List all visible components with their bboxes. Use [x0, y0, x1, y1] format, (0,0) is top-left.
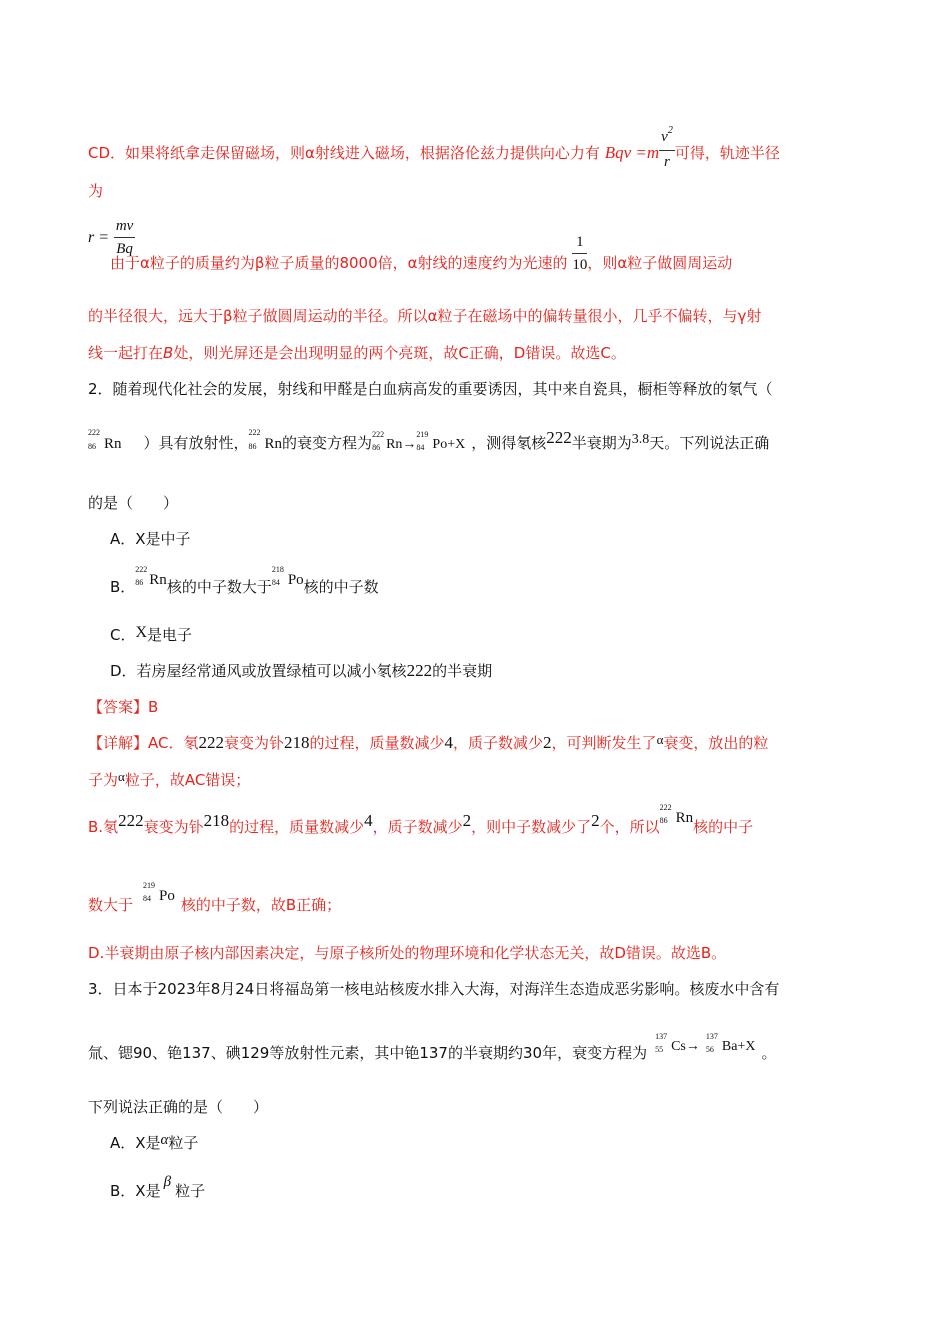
q3-a-post: 粒子: [168, 1134, 199, 1152]
rn-mass: 222: [88, 428, 100, 437]
alpha-symbol: α: [118, 769, 125, 784]
alpha-symbol: α: [160, 1132, 169, 1148]
po-atomic: 84: [416, 443, 425, 452]
n-4: 4: [364, 811, 373, 830]
det-4b: 核的中子数，故B正确；: [180, 896, 342, 914]
cd-text-5b: 处，则光屏还是会出现明显的两个亮斑，故C正确，D错误。故选C。: [173, 344, 626, 362]
rn-nuclide-3: [372, 430, 403, 456]
det-1f: 衰变，放出的粒: [663, 734, 769, 752]
lorentz-fraction: [659, 126, 675, 173]
q2-c-post: 是电子: [147, 626, 193, 644]
q3-option-a: [110, 1132, 198, 1155]
det-2b: 粒子，故AC错误；: [124, 771, 251, 789]
rn-atomic: 86: [248, 442, 257, 451]
n-222: 222: [406, 661, 433, 680]
detail-line-3: [88, 803, 754, 839]
rn-nuclide: [88, 428, 122, 455]
n-2: 2: [591, 811, 600, 830]
det-3e: ，则中子数减少了: [471, 818, 592, 836]
po-atomic: 84: [143, 894, 152, 903]
cs-nuclide: [655, 1032, 686, 1058]
beta-symbol: β: [163, 1174, 172, 1190]
q3-line-1: 3．日本于2023年8月24日将福岛第一核电站核废水排入大海，对海洋生态造成恶劣影响。核废水中含有: [88, 980, 780, 998]
po218-mass: 218: [271, 565, 284, 574]
q2-text-2c: ，测得氡核: [471, 434, 547, 452]
plus-symbol: +: [737, 1039, 746, 1054]
x-symbol: X: [455, 437, 466, 452]
q2-b-post: 核的中子数: [303, 578, 379, 596]
n-218: 218: [203, 811, 230, 830]
rn-nuclide-2: [248, 428, 283, 455]
detail-label: 【详解】: [88, 734, 149, 752]
cd-text-4: ，则α粒子做圆周运动: [587, 254, 733, 272]
det-1e: ，可判断发生了: [551, 734, 657, 752]
cd-line-5: [88, 342, 626, 364]
n-222: 222: [198, 733, 224, 752]
po218-atomic: 84: [271, 578, 280, 587]
x-symbol: X: [135, 624, 148, 641]
ba-symbol: Ba: [721, 1039, 738, 1054]
po-mass: 219: [143, 881, 156, 890]
po218-nuclide: [271, 565, 304, 591]
rn-nuclide-b: [135, 565, 167, 591]
arrow-symbol: →: [685, 1039, 700, 1054]
det-1b: 衰变为钋: [224, 734, 285, 752]
q3-line-2: [88, 1032, 777, 1066]
q2-option-c: [110, 624, 192, 647]
arrow-symbol: →: [402, 437, 417, 452]
q2-text-2d: 半衰期为: [571, 434, 632, 452]
radius-den: Bq: [116, 241, 133, 257]
n-3-8: 3.8: [631, 432, 650, 447]
tenth-fraction: [572, 231, 587, 276]
lorentz-equation-lhs: Bqv =m: [604, 143, 660, 162]
detail-line-5: D.半衰期由原子核内部因素决定，与原子核所处的物理环境和化学状态无关，故D错误。故选B。: [88, 944, 727, 962]
point-b: B: [163, 344, 174, 362]
q3-b-pre: B．X是: [110, 1182, 161, 1200]
det-3b: 衰变为钋: [143, 818, 204, 836]
rn-nuclide-det: [659, 803, 694, 829]
po-nuclide-det: [143, 881, 175, 907]
cd-line-4: 的半径很大，远大于β粒子做圆周运动的半径。所以α粒子在磁场中的偏转量很小，几乎不偏转，与γ射: [88, 307, 762, 325]
n-2: 2: [462, 811, 472, 830]
q3-line-3: 下列说法正确的是（ ）: [88, 1098, 269, 1116]
q3-a-pre: A．X是: [110, 1134, 161, 1152]
po-symbol: Po: [287, 572, 304, 588]
q2-text-2a: ）具有放射性，: [143, 434, 249, 452]
n-2: 2: [543, 733, 552, 752]
det-2a: 子为: [88, 771, 119, 789]
rn-atomic: 86: [88, 442, 96, 451]
po-mass: 219: [416, 430, 429, 439]
lorentz-num: v: [661, 129, 668, 145]
cd-text-3: 由于α粒子的质量约为β粒子质量的8000倍，α射线的速度约为光速的: [110, 254, 568, 272]
det-3d: ，质子数减少: [372, 818, 463, 836]
cd-line-1: [88, 125, 780, 177]
tenth-den: 10: [572, 257, 588, 273]
radius-num: mv: [114, 215, 136, 238]
po-symbol: Po: [159, 888, 175, 904]
lorentz-den: r: [664, 154, 670, 170]
rn-mass: 222: [372, 430, 385, 439]
ba-nuclide: [705, 1032, 738, 1058]
q2-b-pre: B．: [110, 578, 136, 596]
det-3a: B.氡: [88, 818, 119, 836]
det-3c: 的过程，质量数减少: [229, 818, 365, 836]
n-218: 218: [284, 733, 310, 752]
q3-b-post: 粒子: [175, 1182, 206, 1200]
detail-line-4: [88, 881, 342, 917]
q2-option-a: A．X是中子: [110, 530, 191, 548]
det-3g: 核的中子: [693, 818, 754, 836]
q2-text-2e: 天。下列说法正确: [649, 434, 770, 452]
rn-symbol: Rn: [675, 810, 694, 826]
plus-symbol: +: [447, 437, 456, 452]
det-4a: 数大于: [88, 896, 134, 914]
cd-line-2: 为: [88, 182, 104, 200]
rn-symbol: Rn: [386, 437, 403, 452]
rn-atomic: 86: [372, 443, 381, 452]
q2-line-1: 2．随着现代化社会的发展，射线和甲醛是白血病高发的重要诱因，其中来自瓷具，橱柜等释放的氡气（: [88, 380, 773, 398]
det-1a: AC．氡: [148, 734, 199, 752]
cs-atomic: 55: [655, 1045, 664, 1054]
cd-text-5a: 线一起打在: [88, 344, 164, 362]
q2-line-3: 的是（ ）: [88, 494, 179, 512]
cd-text-2: 可得，轨迹半径: [674, 144, 780, 162]
detail-line-1: [88, 732, 768, 755]
po-nuclide: [416, 430, 448, 456]
ba-atomic: 56: [705, 1045, 714, 1054]
rn-symbol: Rn: [104, 436, 122, 452]
cs-mass: 137: [655, 1032, 668, 1041]
det-1d: ，质子数减少: [453, 734, 544, 752]
q2-d-pre: D．若房屋经常通风或放置绿植可以减小氡核: [110, 662, 407, 680]
cd-text-1: CD．如果将纸拿走保留磁场，则α射线进入磁场，根据洛伦兹力提供向心力有: [88, 144, 600, 162]
radius-lhs: r =: [88, 229, 110, 246]
det-3f: 个，所以: [599, 818, 660, 836]
rn-symbol: Rn: [264, 436, 283, 452]
q2-option-d: [110, 660, 492, 682]
q2-b-mid: 核的中子数大于: [166, 578, 272, 596]
alpha-symbol: α: [656, 732, 664, 747]
rn-mass: 222: [659, 803, 672, 812]
n-4: 4: [444, 733, 454, 752]
q3-option-b: [110, 1174, 206, 1203]
q2-c-pre: C．: [110, 626, 136, 644]
detail-line-2: [88, 769, 250, 792]
n-222: 222: [546, 428, 572, 447]
cs-symbol: Cs: [671, 1039, 686, 1054]
tenth-num: 1: [572, 231, 587, 254]
answer-label: 【答案】B: [88, 698, 159, 716]
rn-atomic: 86: [135, 578, 144, 587]
rn-symbol: Rn: [149, 572, 167, 588]
q2-line-2: [88, 428, 770, 456]
q2-d-post: 的半衰期: [432, 662, 493, 680]
q2-option-b: [110, 565, 379, 599]
rn-mass: 222: [248, 428, 261, 437]
cd-line-3: [110, 234, 733, 286]
rn-atomic: 86: [659, 816, 668, 825]
ba-mass: 137: [705, 1032, 718, 1041]
lorentz-square: 2: [667, 125, 673, 136]
q3-text-2a: 氚、锶90、铯137、碘129等放射性元素，其中铯137的半衰期约30年，衰变方程为: [88, 1044, 648, 1062]
po-symbol: Po: [432, 437, 448, 452]
q2-text-2b: 的衰变方程为: [282, 434, 373, 452]
q3-text-2b: 。: [761, 1044, 777, 1062]
x-symbol: X: [745, 1039, 756, 1054]
n-222: 222: [118, 811, 144, 830]
rn-mass: 222: [135, 565, 148, 574]
det-1c: 的过程，质量数减少: [309, 734, 445, 752]
